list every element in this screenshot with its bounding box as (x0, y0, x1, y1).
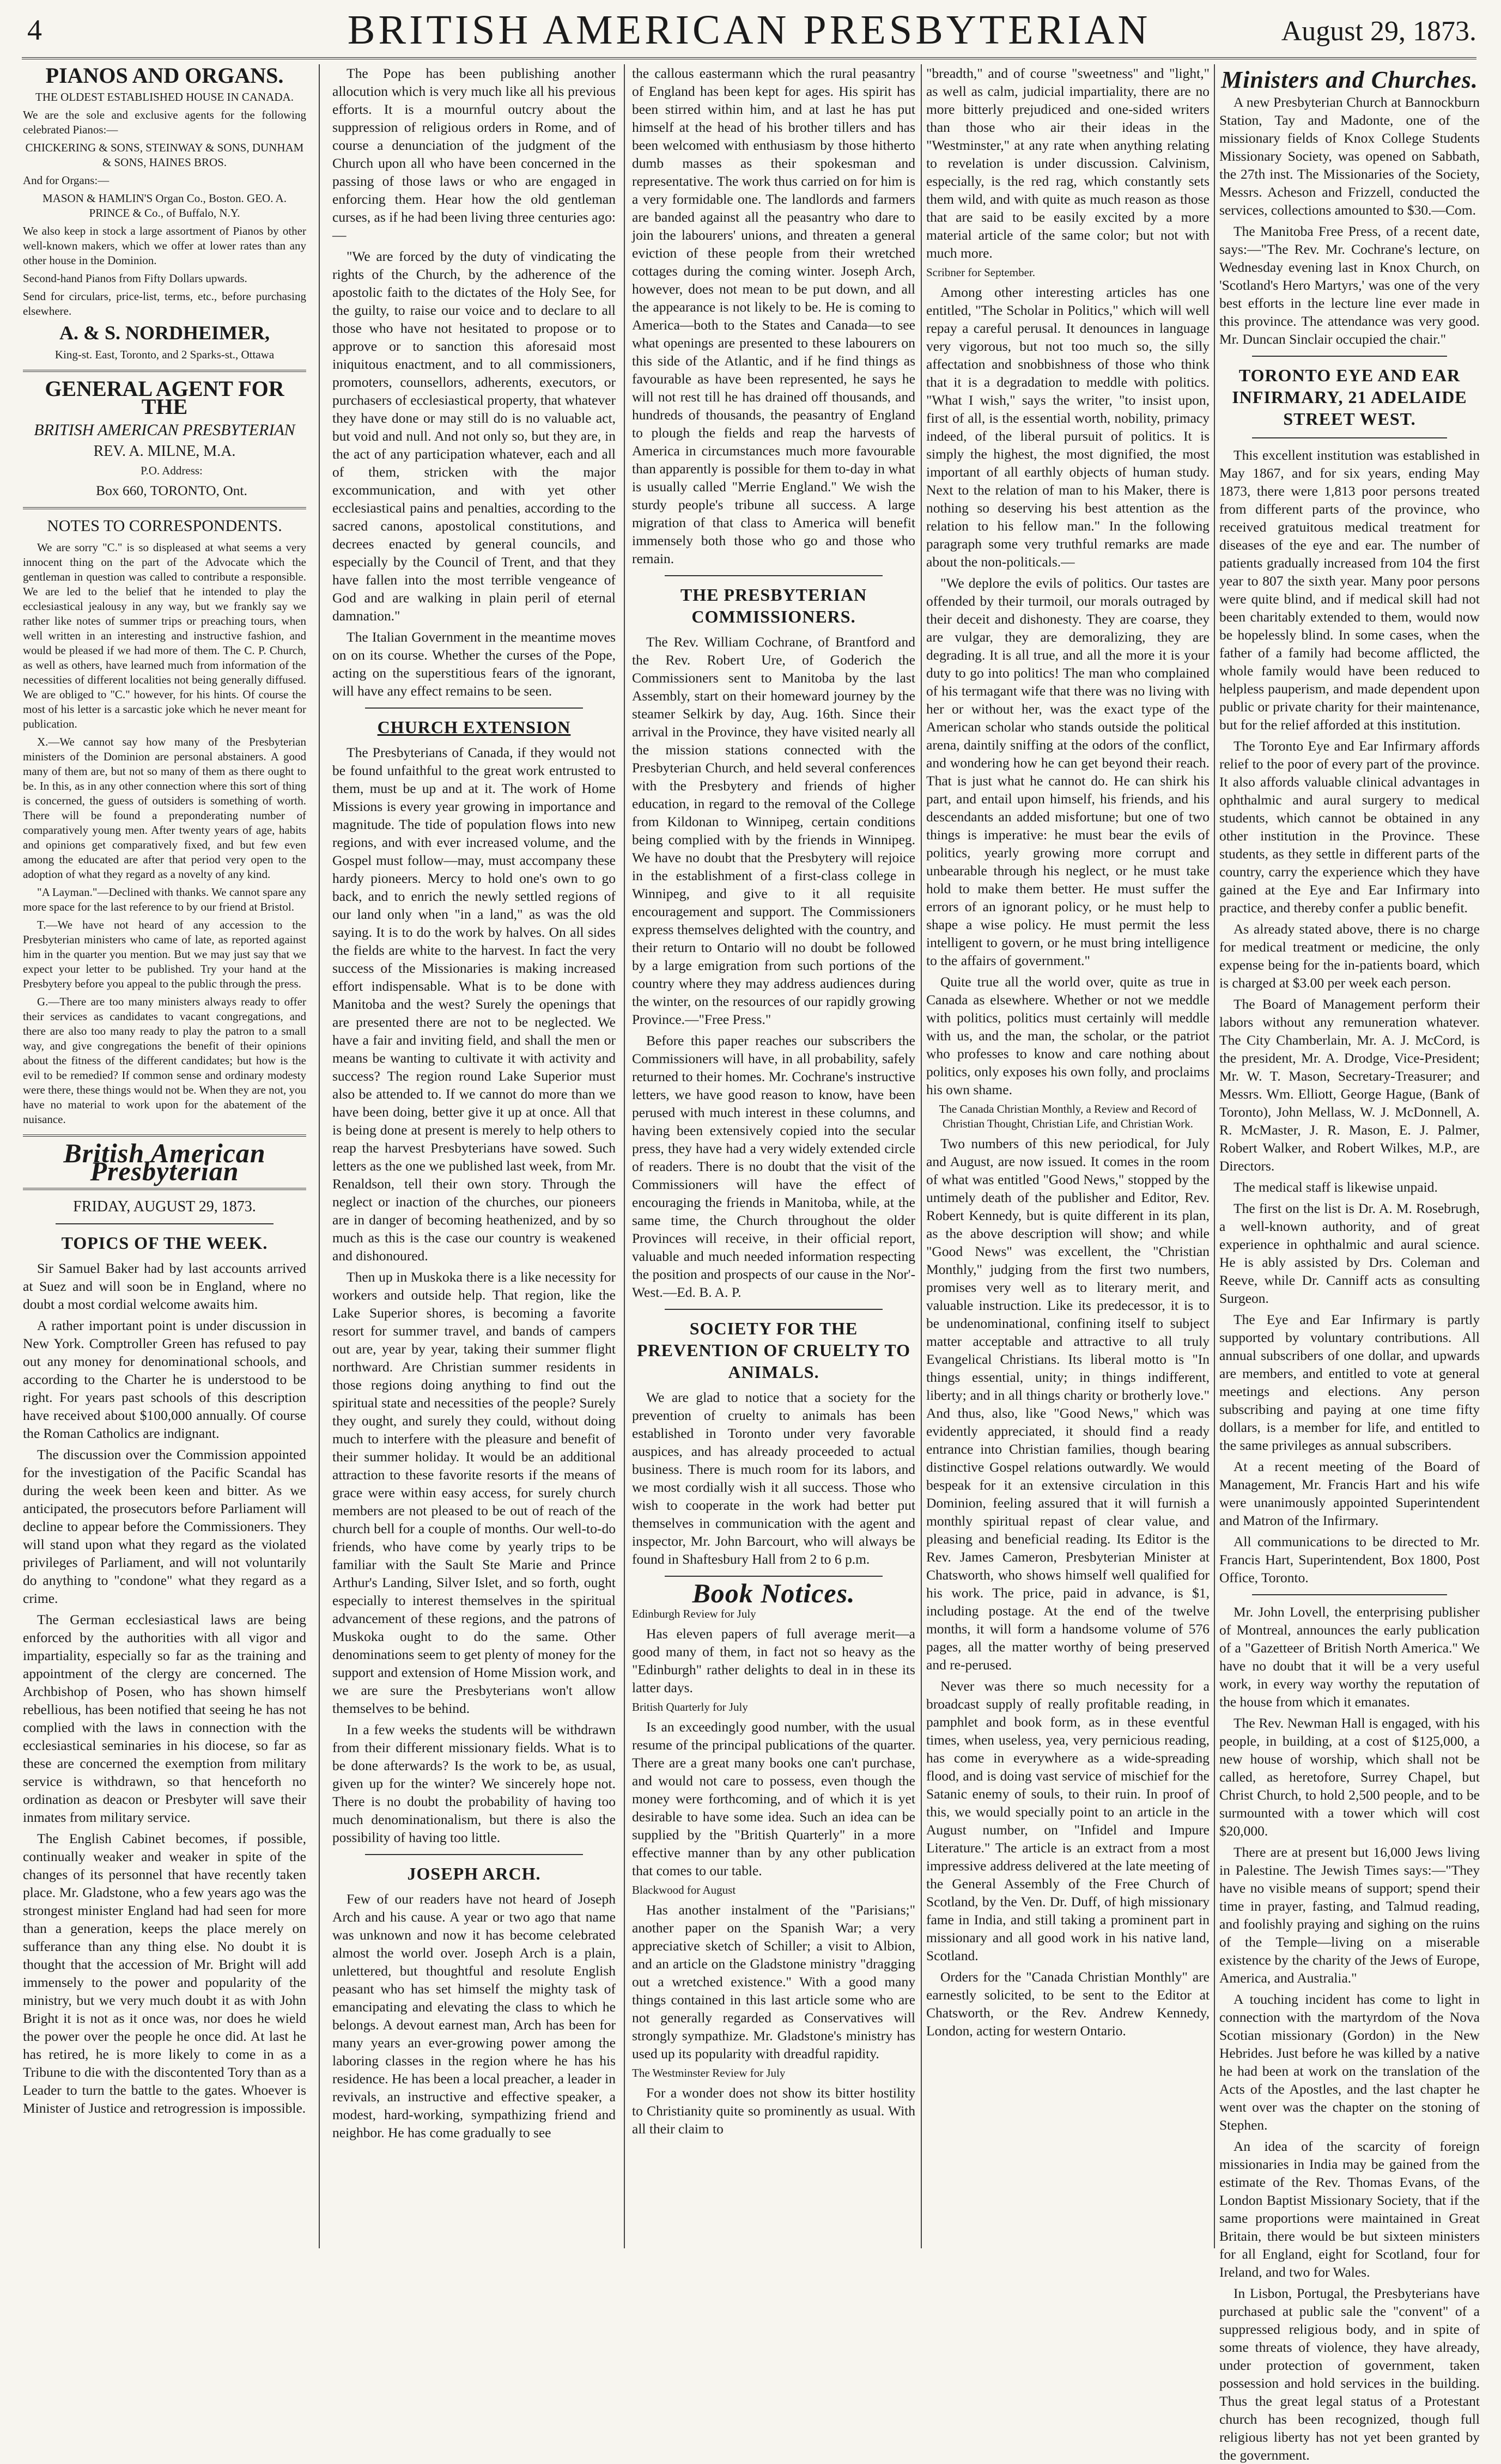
divider (23, 370, 306, 372)
agent-box: Box 660, TORONTO, Ont. (96, 483, 247, 498)
ad-address: King-st. East, Toronto, and 2 Sparks-st., Ottawa (54, 348, 275, 361)
article-paragraph: "breadth," and of course "sweetness" and "light," as well as calm, judicial impartiality, there are no more bitterly prejudiced and one-sided writers than those who air their ideas in the "Westminster," at any rate when anything relating to revelation is under discussion. Calvinism, especially, is the red rag, which constantly sets them wild, and with quite as much reason as those that are said to be easily excited by a more material article of the same color; but not with much more. (926, 65, 1210, 261)
article-paragraph: "We deplore the evils of politics. Our tastes are offended by their turmoil, our morals outraged by their deceit and dishonesty. They are coarse, they are vulgar, they are demoralizing, they are degrading. It is all true, and all the more it is your duty to go into politics! The man who complained of his termagant wife that there was no living with her or without her, was the exact type of the American scholar who stands outside the political arena, daintily sniffing at the odors of the conflict, and wondering how he can get beyond their reach. That is just what he cannot do. He can shirk his part, and entail upon himself, his friends, and his descendants an added misfortune; but one of two things is imperative: he must bear the evils of politics, yearly growing more corrupt and unbearable through his neglect, or he must take hold to make them better. He must suffer the errors of an ignorant policy, or he must help to shape a wise policy. He must permit the less intelligent to govern, or he must bring intelligence to the affairs of government." (926, 575, 1210, 968)
agent-paper: BRITISH AMERICAN PRESBYTERIAN (34, 421, 295, 439)
column-2 (332, 64, 616, 2248)
divider (665, 1576, 883, 1577)
divider (23, 507, 306, 509)
masthead (22, 5, 1476, 59)
article-paragraph: Never was there so much necessity for a broadcast supply of really profitable reading, in pamphlet and book form, as in these eventful times, when useless, yea, very pernicious reading, has come in everywhere as a wide-spreading flood, and is doing vast service of mischief for the Satanic enemy of souls, to their ruin. In proof of this, we would specially point to an article in the August number, on "Infidel and Impure Literature." The article is an extract from a most impressive address delivered at the late meeting of the General Assembly of the Free Church of Scotland, by the Ven. Dr. Duff, of high missionary fame in India, and still taking a prominent part in missionary and all good work in his native land, Scotland. (926, 1678, 1210, 1963)
article-paragraph: A touching incident has come to light in connection with the martyrdom of the Nova Scotian missionary (Gordon) in the New Hebrides. Just before he was killed by a native he had been at work on the translation of the Acts of the Apostles, and the last chapter he went over was the chapter on the stoning of Stephen. (1219, 1991, 1480, 2133)
article-paragraph: Orders for the "Canada Christian Monthly" are earnestly solicited, to be sent to the Editor at Chatsworth, or the Rev. Andrew Kennedy, London, acting for western Ontario. (926, 1969, 1210, 2039)
ad-line: Send for circulars, price-list, terms, etc., before purchasing elsewhere. (23, 290, 306, 318)
ad-line: We are the sole and exclusive agents for the following celebrated Pianos:— (23, 108, 306, 136)
article-paragraph: A new Presbyterian Church at Bannockburn Station, Tay and Madonte, one of the missionary fields of Knox College Students Missionary Society, was opened on Sabbath, the 27th inst. The Missionaries of the Society, Messrs. Acheson and Frizzell, conducted the services, collections amounted to $30.—Com. (1219, 94, 1480, 218)
book-title: Blackwood for August (632, 1883, 736, 1896)
column-4 (926, 64, 1210, 2248)
issue-date: August 29, 1873. (1281, 16, 1476, 47)
article-paragraph: Quite true all the world over, quite as true in Canada as elsewhere. Whether or not we meddle with politics, politics must certainly will meddle with us, and the man, the scholar, or the patriot who professes to know and care nothing about politics, only exposes his own folly, and proclaims his own shame. (926, 974, 1210, 1097)
ministers-churches-heading: Ministers and Churches. (1221, 66, 1478, 93)
book-title: The Canada Christian Monthly, a Review and Record of Christian Thought, Christian Life, and Christian Work. (939, 1102, 1197, 1130)
column-5 (1219, 64, 1480, 2463)
article-paragraph: All communications to be directed to Mr. Francis Hart, Superintendent, Box 1800, Post Office, Toronto. (1219, 1534, 1480, 1585)
article-paragraph: The medical staff is likewise unpaid. (1233, 1179, 1438, 1195)
divider (365, 708, 583, 709)
article-paragraph: The English Cabinet becomes, if possible, continually weaker and weaker in spite of the changes of its personnel that have recently taken place. Mr. Gladstone, who a few years ago was the strongest minister England had had seen for more than a generation, keeps the place merely on sufferance than any thing else. No doubt it is thought that the accession of Mr. Bright will add immensely to the power and popularity of the ministry, but we very much doubt it as with John Bright it is not as it once was, nor does he wield the power over the people he once did. At last he has retired, he is more likely to come in as a Tribune to die with the discontented Tory than as a Leader to turn the battle to the gates. Whoever is Minister of Justice and retrogression is impossible. (23, 1831, 306, 2116)
article-paragraph: In a few weeks the students will be withdrawn from their different missionary fields. What is to be done afterwards? Is the work to be, as usual, given up for the winter? We sincerely hope not. There is no doubt the probability of having too much denominationalism, but there is also the possibility of having too little. (332, 1722, 616, 1845)
note-paragraph: X.—We cannot say how many of the Presbyterian ministers of the Dominion are personal abstainers. A good many of them are, but not so many of them as there ought to be. In this, as in any other connection where this sort of thing is concerned, the guess of outsiders is something of worth. There will be found a preponderating number of comparatively young men. After twenty years of age, habits and opinions get comparatively fixed, and but few even among the educated are after that period very open to the adoption of what they regard as a novelty of any kind. (23, 735, 306, 881)
ad-line: THE OLDEST ESTABLISHED HOUSE IN CANADA. (35, 90, 294, 103)
ad-line: We also keep in stock a large assortment of Pianos by other well-known makers, which we offer at lower rates than any other house in the Dominion. (23, 224, 306, 267)
book-review: For a wonder does not show its bitter hostility to Christianity quite so prominently as usual. With all their claim to (632, 2085, 915, 2137)
paper-nameplate: British American Presbyterian (63, 1138, 266, 1186)
cruelty-society-heading: SOCIETY FOR THE PREVENTION OF CRUELTY TO ANIMALS. (636, 1319, 911, 1382)
article-paragraph: The Eye and Ear Infirmary is partly supported by voluntary contributions. All annual subscribers of one dollar, and upwards are members, and entitled to vote at general meetings and elections. Any person subscribing and paying at one time fifty dollars, is a member for life, and entitled to the same privileges as annual subscribers. (1219, 1312, 1480, 1453)
article-paragraph: Mr. John Lovell, the enterprising publisher of Montreal, announces the early publication of a "Gazetteer of British North America." We have no doubt that it will be a very useful work, in every way worthy the reputation of the house from which it emanates. (1219, 1604, 1480, 1710)
agent-name: REV. A. MILNE, M.A. (93, 443, 236, 460)
book-title: The Westminster Review for July (632, 2066, 786, 2079)
ad-line: And for Organs:— (23, 174, 110, 187)
article-paragraph: the callous eastermann which the rural peasantry of England has been kept for ages. His spirit has been stirred within him, and at last he has put himself at the head of his brother tillers and has been welcomed with enthusiasm by those hitherto dumb masses as their spokesman and representative. The work thus carried on for him is a very formidable one. The landlords and farmers are banded against all the peasantry who dare to join the labourers' unions, and threaten a general eviction of these people from their wretched cottages during the coming winter. Joseph Arch, however, does not mean to be put down, and all the appearance is not likely to be. He is coming to America—both to the States and Canada—to see what openings are presented to these labourers on this side of the Atlantic, and if he find things as favourable as have been represented, he says he will not rest till he has drained off thousands, and hundreds of thousands, the peasantry of England to plough the fields and reap the harvests of America in circumstances much more favourable than apparently is possible for them to-day in what is usually called "Merrie England." We wish the sturdy people's tribune all success. A large migration of that class to America will benefit immensely both those who go and those who remain. (632, 65, 915, 566)
column-rule (624, 64, 625, 2248)
divider (23, 1135, 306, 1137)
book-review: Has eleven papers of full average merit—a good many of them, in fact not so heavy as the "Edinburgh" rather delights to deal in in these its latter days. (632, 1626, 915, 1695)
infirmary-heading: TORONTO EYE AND EAR INFIRMARY, 21 ADELAIDE STREET WEST. (1232, 365, 1467, 429)
article-paragraph: The Pope has been publishing another allocution which is very much like all his previous efforts. It is a mournful outcry about the suppression of religious orders in Rome, and of course a denunciation of the judgment of the Church upon all who have been concerned in the passing of those laws or who are engaged in enforcing them. Hear how the old gentleman curses, as if he had been living three centuries ago:— (332, 65, 616, 243)
article-paragraph: The Rev. Newman Hall is engaged, with his people, in building, at a cost of $125,000, a new house of worship, which shall not be called, as heretofore, Surrey Chapel, but Christ Church, to hold 2,500 people, and to be surmounted with a tower which will cost $20,000. (1219, 1715, 1480, 1839)
article-paragraph: At a recent meeting of the Board of Management, Mr. Francis Hart and his wife were unanimously appointed Superintendent and Matron of the Infirmary. (1219, 1459, 1480, 1528)
divider (665, 575, 883, 576)
note-paragraph: T.—We have not heard of any accession to the Presbyterian ministers who came of late, as reported against him in the quarter you mention. But we may just say that we expect your letter to be published. Try your hand at the Presbytery before you appeal to the public through the press. (23, 918, 306, 990)
article-paragraph: The first on the list is Dr. A. M. Rosebrugh, a well-known authority, and of great experience in ophthalmic and aural science. He is ably assisted by Drs. Coleman and Reeve, while Dr. Canniff acts as consulting Surgeon. (1219, 1200, 1480, 1306)
article-paragraph: There are at present but 16,000 Jews living in Palestine. The Jewish Times says:—"They have no visible means of support; spend their time in prayer, fasting, and Talmud reading, and foolishly praying and sighing on the ruins of the Temple—living on a miserable existence by the charity of the Jews of Europe, America, and Australia." (1219, 1844, 1480, 1986)
article-paragraph: Sir Samuel Baker had by last accounts arrived at Suez and will soon be in England, where no doubt a most cordial welcome awaits him. (23, 1260, 306, 1312)
topics-heading: TOPICS OF THE WEEK. (61, 1233, 268, 1253)
article-paragraph: The Manitoba Free Press, of a recent date, says:—"The Rev. Mr. Cochrane's lecture, on Wednesday evening last in Knox Church, on 'Scotland's Hero Martyrs,' was one of the very best efforts in the lecture line ever made in this province. The attendance was very good. Mr. Duncan Sinclair occupied the chair." (1219, 223, 1480, 347)
piano-advertisement (23, 63, 306, 362)
divider (365, 1854, 583, 1855)
ad-line: MASON & HAMLIN'S Organ Co., Boston. GEO. A. PRINCE & Co., of Buffalo, N.Y. (42, 192, 287, 219)
book-review: Has another instalment of the "Parisians;" another paper on the Spanish War; a very appreciative sketch of Schiller; a visit to Albion, and an article on the Gladstone ministry "dragging out a wretched existence." With a good many things contained in this last article some who are not generally regarded as Conservatives will strongly sympathize. Mr. Gladstone's ministry has used up its popularity with dreadful rapidity. (632, 1902, 915, 2062)
paper-date: FRIDAY, AUGUST 29, 1873. (73, 1198, 256, 1215)
column-rule (319, 64, 320, 2248)
column-1 (23, 64, 306, 2248)
commissioners-heading: THE PRESBYTERIAN COMMISSIONERS. (680, 585, 867, 626)
article-paragraph: In Lisbon, Portugal, the Presbyterians have purchased at public sale the "convent" of a suppressed religious body, and in spite of some threats of violence, they have already, under protection of government, taken possession and hold services in the building. Thus the great legal status of a Protestant church has been recognized, though full religious liberty has not yet been granted by the government. (1219, 2285, 1480, 2463)
article-paragraph: "We are forced by the duty of vindicating the rights of the Church, by the adherence of the apostolic faith to the dictates of the Holy See, for the guilty, to raise our voice and to declare to all those who have not hesitated to propose or to approve or to sanction this aforesaid most iniquitous enactment, and to all commissioners, promoters, counsellors, adherents, executors, or purchasers of ecclesiastical property, that whatever they have done or may still do is no valuable act, but void and null. And not only so, but they are, in the act of any participation whatever, each and all of them, stricken with the major excommunication, and with yet other ecclesiastical pains and penalties, according to the sacred canons, apostolical constitutions, and decrees enacted by general councils, and especially by the Council of Trent, and that they have fallen into the most terrible vengeance of God and are walking in plain peril of eternal damnation." (332, 248, 616, 624)
article-paragraph: The German ecclesiastical laws are being enforced by the authorities with all vigor and impartiality, especially so far as the training and appointment of the clergy are concerned. The Archbishop of Posen, who has shown himself rebellious, has been notified that seeing he has not complied with the laws in connection with the ecclesiastical seminaries in his diocese, so far as these are concerned the exemption from military service is withdrawn, so that henceforth no ordination as deacon or Presbyter will save their inmates from military service. (23, 1612, 306, 1825)
article-paragraph: The Board of Management perform their labors without any remuneration whatever. The City Chamberlain, Mr. A. J. McCord, is the president, Mr. A. Drodge, Vice-President; Mr. W. T. Mason, Secretary-Treasurer; and Messrs. Wm. Elliott, George Hague, (Bank of Toronto), John Mellass, W. J. McDonnell, A. R. McMaster, J. R. Mason, E. J. Palmer, Robert Walker, and Robert Wilkes, M.P., are Directors. (1219, 996, 1480, 1174)
ad-line: Second-hand Pianos from Fifty Dollars upwards. (23, 272, 247, 285)
agent-address: P.O. Address: (141, 464, 203, 477)
article-paragraph: As already stated above, there is no charge for medical treatment or medicine, the only expense being for the in-patients board, which is charged at $3.00 per week each person. (1219, 921, 1480, 991)
divider (1252, 437, 1447, 438)
article-paragraph: Then up in Muskoka there is a like necessity for workers and outside help. That region, like the Lake Superior shores, is becoming a favorite resort for summer travel, and bands of campers out are, year by year, taking their summer flight northward. Are Christian summer residents in those regions doing anything to find out the spiritual state and necessities of the people? Surely they ought, and surely they could, without doing much to interfere with the pleasure and benefit of their summer holiday. It would be an additional attraction to these favorite resorts if the means of grace were within easy access, for surely church members are not pleased to be out of reach of the church bell for a couple of months. Our well-to-do friends, who have come by yearly trips to be familiar with the Sault Ste Marie and Prince Arthur's Landing, Silver Islet, and so forth, ought especially to interest themselves in the spiritual advancement of these regions, and the patrons of Muskoka ought to do the same. Other denominations seem to get plenty of money for the support and extension of Home Mission work, and we are sure the Presbyterians won't allow themselves to be behind. (332, 1269, 616, 1716)
article-paragraph: Before this paper reaches our subscribers the Commissioners will have, in all probability, safely returned to their homes. Mr. Cochrane's instructive letters, we have good reason to know, have been perused with much interest in these columns, and having been extensively copied into the secular press, they have had a very widely extended circle of readers. There is no doubt that the visit of the Commissioners will have the effect of encouraging the friends in Manitoba, while, at the same time, the Church throughout the older Provinces will receive, in their official report, valuable and much needed information respecting the position and prospects of our cause in the Nor'-West.—Ed. B. A. P. (632, 1033, 915, 1300)
column-rule (1214, 64, 1215, 2248)
notes-heading: NOTES TO CORRESPONDENTS. (47, 517, 282, 535)
agent-heading: GENERAL AGENT FOR THE (45, 376, 284, 419)
article-paragraph: The Rev. William Cochrane, of Brantford and the Rev. Robert Ure, of Goderich the Commissioners sent to Manitoba by the last Assembly, start on their homeward journey by the steamer Selkirk by day, Aug. 16th. Since their arrival in the Province, they have visited nearly all the mission stations connected with the Presbyterian Church, and held several conferences with the Presbytery and friends of higher education, in regard to the removal of the College from Kildonan to Winnipeg, certain conditions being complied with by the friends in Winnipeg. We have no doubt that the Presbytery will rejoice in the establishment of a first-class college in Winnipeg, and give to it all requisite encouragement and support. The Commissioners express themselves delighted with the country, and their return to Ontario will no doubt be followed by a large emigration from such portions of the country where they may address audiences during the winter, on the resources of our rapidly growing Province.—"Free Press." (632, 634, 915, 1027)
divider (23, 1188, 306, 1190)
note-paragraph: G.—There are too many ministers always ready to offer their services as candidates to vacant congregations, and there are also too many ready to play the patron to a small way, and give congregations the benefit of their opinions about the fitness of the different candidates; but how is the evil to be remedied? If common sense and ordinary modesty were there, these things would not be. When they are not, you have no material to work upon for the abatement of the nuisance. (23, 995, 306, 1126)
article-paragraph: The discussion over the Commission appointed for the investigation of the Pacific Scandal has during the week been keen and bitter. As we anticipated, the prosecutors before Parliament will decline to appear before the Commissioners. They will stand upon what they regard as the violated privileges of Parliament, and will not voluntarily do anything to "condone" what they regard as a crime. (23, 1447, 306, 1606)
note-paragraph: "A Layman."—Declined with thanks. We cannot spare any more space for the last reference to by our friend at Bristol. (23, 886, 306, 913)
ad-heading: PIANOS AND ORGANS. (45, 63, 284, 88)
column-rule (921, 64, 922, 2248)
article-paragraph: Two numbers of this new periodical, for July and August, are now issued. It comes in the room of what was entitled "Good News," stopped by the untimely death of the publisher and Editor, Rev. Robert Kennedy, but is quite different in its plan, as the above description will show; and while "Good News" was excellent, the "Christian Monthly," judging from the first two numbers, promises very well as to literary merit, and valuable instruction. Like its predecessor, it is to be undenominational, confining itself to subject matter acceptable and attractive to all truly Evangelical Christians. Its liberal motto is "In things essential, unity; in things indifferent, liberty; and in all things charity or brotherly love." And thus, also, like "Good News," which was evidently appreciated, it should find a ready entrance into Christian families, though bearing distinctive Gospel relations outwardly. We would bespeak for it an extensive circulation in this Dominion, feeling assured that it will furnish a monthly spiritual repast of clear value, and pleasing and beneficial reading. Its Editor is the Rev. James Cameron, Presbyterian Minister at Chatsworth, who shows himself well qualified for his work. The price, paid in advance, is $1, including postage. At the end of the twelve months, it will form a handsome volume of 576 pages, all the matter worthy of being preserved and re-perused. (926, 1136, 1210, 1673)
article-paragraph: Among other interesting articles has one entitled, "The Scholar in Politics," which will well repay a careful perusal. It denounces in language very vigorous, but not too much so, the silly affectation and snobbishness of those who think that it is a degradation to meddle with politics. "What I wish," says the writer, "to insist upon, first of all, is the essential worth, nobility, primacy indeed, of the liberal pursuit of politics. It is simply the highest, the most dignified, the most important of all earthly objects of human study. Next to the relation of man to his Maker, there is nothing so deserving his best attention as the relation to his fellow man." In the following paragraph some very truthful remarks are made about the non-politicals.— (926, 284, 1210, 570)
note-paragraph: We are sorry "C." is so displeased at what seems a very innocent thing on the part of the Advocate which the gentleman in question was called to contribute a responsible. We are led to the belief that he intended to play the ecclesiastical jealousy in any way, but we frankly say we rather like notes of summer trips or preaching tours, when well written in an interesting and instructive fashion, and would be pleased if we had more of them. The C. P. Church, as well as others, have learned much from information of the necessities of different localities not being generally diffused. We are obliged to "C." however, for his hints. Of course the most of his letter is a sarcastic joke which he never meant for publication. (23, 541, 306, 730)
article-paragraph: This excellent institution was established in May 1867, and for six years, ending May 1873, there were 1,813 poor persons treated from different parts of the province, who received gratuitous medical treatment for diseases of the eye and ear. The number of patients gradually increased from 104 the first year to 807 the sixth year. Many poor persons were quite blind, and if medical skill had not been charitably extended to them, would now be hopelessly blind. In some cases, when the father of a family had become afflicted, the whole family would have been reduced to helpless pauperism, and made dependent upon public or private charity for their maintenance, but for the relief afforded at this institution. (1219, 447, 1480, 733)
agent-notice (23, 376, 306, 499)
article-paragraph: An idea of the scarcity of foreign missionaries in India may be gained from the estimate of the Rev. Thomas Evans, of the London Baptist Missionary Society, that if the same proportions were maintained in Great Britain, there would be but sixteen ministers for all England, eight for Scotland, four for Ireland, and two for Wales. (1219, 2138, 1480, 2280)
book-title: British Quarterly for July (632, 1700, 748, 1713)
newspaper-title: BRITISH AMERICAN PRESBYTERIAN (347, 7, 1151, 53)
book-notices-heading: Book Notices. (692, 1578, 855, 1608)
book-title: Edinburgh Review for July (632, 1607, 756, 1620)
divider (1252, 356, 1447, 357)
article-paragraph: The Italian Government in the meantime moves on on its course. Whether the curses of the Pope, acting on the superstitious fears of the ignorant, will have any effect remains to be seen. (332, 629, 616, 699)
article-paragraph: We are glad to notice that a society for the prevention of cruelty to animals has been established in Toronto under very favorable auspices, and has already proceeded to actual business. There is much room for its labors, and we most cordially wish it all success. Those who wish to cooperate in the work had better put themselves in communication with the agent and inspector, Mr. John Barcourt, who will always be found in Shaftesbury Hall from 2 to 6 p.m. (632, 1389, 915, 1567)
column-3 (632, 64, 915, 2248)
book-title: Scribner for September. (926, 266, 1036, 279)
article-paragraph: The Toronto Eye and Ear Infirmary affords relief to the poor of every part of the province. It also affords valuable clinical advantages in ophthalmic and aural surgery to medical students, which cannot be obtained in any other institution in the Province. These students, as they settle in different parts of the country, carry the experience which they have gained at the Eye and Ear Infirmary into practice, and thereby confer a public benefit. (1219, 738, 1480, 916)
article-paragraph: A rather important point is under discussion in New York. Comptroller Green has refused to pay out any money for denominational schools, and according to the Charter he is understood to be right. For years past schools of this description have received about $100,000 annually. Of course the Roman Catholics are indignant. (23, 1318, 306, 1441)
divider (56, 1223, 274, 1224)
ad-firm: A. & S. NORDHEIMER, (59, 322, 270, 344)
page-number: 4 (27, 14, 42, 46)
book-review: Is an exceedingly good number, with the usual resume of the principal publications of the quarter. There are a great many books one can't purchase, and would not care to possess, even though the money were forthcoming, and of which it is yet desirable to have some idea. Such an idea can be supplied by the "British Quarterly" in a more effective manner than by any other publication that comes to our table. (632, 1719, 915, 1879)
article-paragraph: Few of our readers have not heard of Joseph Arch and his cause. A year or two ago that name was unknown and now it has become celebrated almost the world over. Joseph Arch is a plain, unlettered, but thoughtful and resolute English peasant who has set himself the mighty task of emancipating and elevating the class to which he belongs. A devout earnest man, Arch has been for many years an ever-growing power among the laboring classes in the region where he has his residence. He has been a local preacher, a leader in revivals, an instructive and effective speaker, a modest, hard-working, sympathizing friend and neighbor. He has come gradually to see (332, 1891, 616, 2140)
ad-line: CHICKERING & SONS, STEINWAY & SONS, DUNHAM & SONS, HAINES BROS. (25, 141, 304, 169)
article-paragraph: The Presbyterians of Canada, if they would not be found unfaithful to the great work entrusted to them, must be up and at it. The work of Home Missions is every year growing in importance and magnitude. The tide of population flows into new regions, and with ever increased volume, and the Gospel must follow—may, must accompany these hardy pioneers. Mercy to hold one's own to go back, and to enrich the newly settled regions of our land only when "in a land," as was the old saying. It is to do the work by halves. On all sides the fields are white to the harvest. In fact the very success of the Missionaries is making increased effort indispensable. What is to be done with Manitoba and the west? Surely the openings that are presented there are not to be neglected. We have a fair and inviting field, and shall the men or means be wanting to cultivate it with activity and success? The region round Lake Superior must also be attended to. If we cannot do more than we have been doing, better give it up at once. All that is being done at present is merely to help others to reap the harvest Presbyterians have sowed. Such letters as the one we published last week, from Mr. Renaldson, tell their own story. Through the neglect or inaction of the churches, our pioneers are in danger of becoming heathenized, and by so much as this is the case our country is weakened and dishonoured. (332, 745, 616, 1264)
joseph-arch-heading: JOSEPH ARCH. (407, 1864, 541, 1883)
divider (665, 1309, 883, 1310)
church-extension-heading: CHURCH EXTENSION (377, 717, 571, 737)
divider (1252, 1594, 1447, 1595)
